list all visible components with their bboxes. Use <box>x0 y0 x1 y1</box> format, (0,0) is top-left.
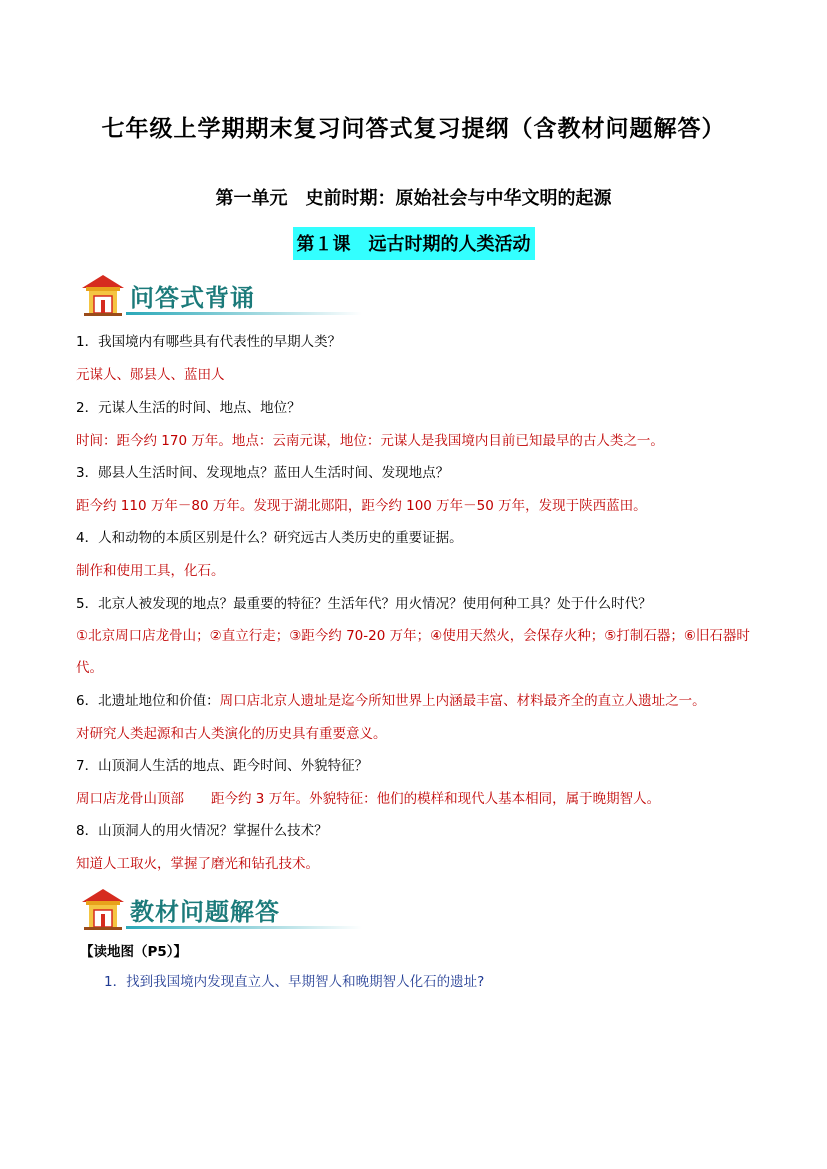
document-title: 七年级上学期期末复习问答式复习提纲（含教材问题解答） <box>101 116 726 142</box>
question-3: 3．郧县人生活时间、发现地点？蓝田人生活时间、发现地点？ <box>76 465 450 481</box>
textbook-section-title: 教材问题解答 <box>130 898 280 926</box>
pavilion-icon <box>80 272 126 318</box>
question-7: 7．山顶洞人生活的地点、距今时间、外貌特征？ <box>76 758 369 774</box>
lesson-heading: 第１课 远古时期的人类活动 <box>293 227 535 260</box>
lesson-heading-wrap <box>0 227 827 260</box>
question-6 <box>76 685 766 717</box>
answer-8: 知道人工取火，掌握了磨光和钻孔技术。 <box>76 856 319 872</box>
pavilion-icon <box>80 886 126 932</box>
section-underline <box>126 312 362 315</box>
question-1: 1．我国境内有哪些具有代表性的早期人类？ <box>76 334 342 350</box>
textbook-question-1: 1．找到我国境内发现直立人、早期智人和晚期智人化石的遗址? <box>104 974 485 990</box>
answer-4: 制作和使用工具，化石。 <box>76 563 225 579</box>
question-5: 5．北京人被发现的地点？最重要的特征？生活年代？用火情况？使用何种工具？处于什么时代？ <box>76 596 652 612</box>
qa-section-title: 问答式背诵 <box>130 284 255 312</box>
question-6-answer: 周口店北京人遗址是迄今所知世界上内涵最丰富、材料最齐全的直立人遗址之一。 <box>219 693 706 709</box>
answer-7: 周口店龙骨山顶部 距今约 3 万年。外貌特征：他们的模样和现代人基本相同，属于晚期智人。 <box>76 791 661 807</box>
answer-2: 时间：距今约 170 万年。地点：云南元谋，地位：元谋人是我国境内目前已知最早的古人类之一。 <box>76 433 664 449</box>
answer-6: 对研究人类起源和古人类演化的历史具有重要意义。 <box>76 726 387 742</box>
question-4: 4．人和动物的本质区别是什么？研究远古人类历史的重要证据。 <box>76 530 463 546</box>
answer-1: 元谋人、郧县人、蓝田人 <box>76 367 225 383</box>
question-2: 2．元谋人生活的时间、地点、地位？ <box>76 400 301 416</box>
answer-5: ①北京周口店龙骨山；②直立行走；③距今约 70-20 万年；④使用天然火，会保存火种；⑤打制石器；⑥旧石器时代。 <box>76 628 750 676</box>
answer-3: 距今约 110 万年－80 万年。发现于湖北郧阳，距今约 100 万年－50 万年，发现于陕西蓝田。 <box>76 498 647 514</box>
unit-heading: 第一单元 史前时期：原始社会与中华文明的起源 <box>215 188 612 209</box>
qa-section-header <box>80 272 300 318</box>
question-6-label: 6．北遗址地位和价值： <box>76 693 220 709</box>
read-map-label: 【读地图（P5）】 <box>80 944 188 960</box>
textbook-section-header <box>80 886 300 932</box>
section-underline <box>126 926 362 929</box>
question-8: 8．山顶洞人的用火情况？掌握什么技术？ <box>76 823 328 839</box>
